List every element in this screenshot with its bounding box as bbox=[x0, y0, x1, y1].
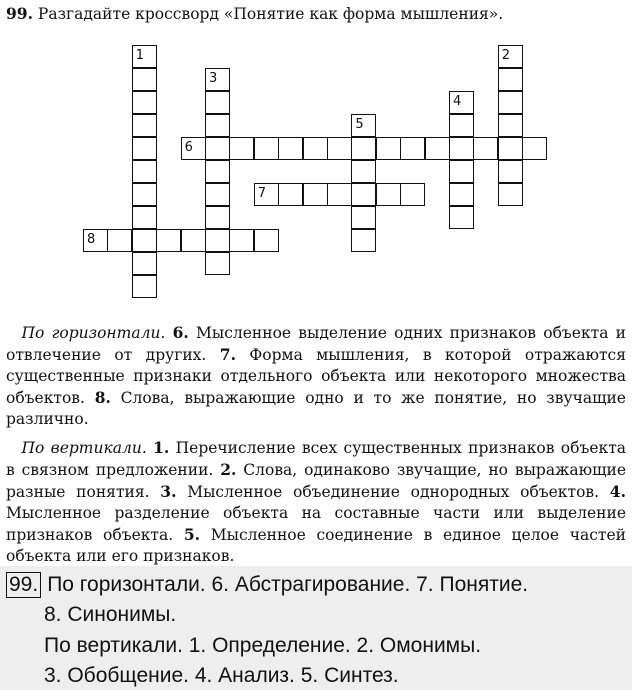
crossword-cell bbox=[132, 229, 157, 252]
crossword-cell bbox=[400, 183, 425, 206]
crossword-cell bbox=[107, 229, 132, 252]
crossword-cell bbox=[205, 252, 230, 275]
crossword-cell bbox=[449, 137, 474, 160]
crossword-cell bbox=[132, 160, 157, 183]
task-heading bbox=[6, 4, 503, 23]
clue-number-1: 1. bbox=[153, 438, 170, 457]
crossword-cell bbox=[229, 229, 254, 252]
task-number: 99. bbox=[6, 4, 33, 23]
clue-number-7: 7. bbox=[219, 345, 236, 364]
crossword-cell bbox=[351, 206, 376, 229]
crossword-cell bbox=[498, 114, 523, 137]
task-text: Разгадайте кроссворд «Понятие как форма мышления». bbox=[37, 5, 504, 23]
crossword-cell bbox=[181, 229, 206, 252]
clue-text-3: Мысленное объединение однородных объектов. bbox=[187, 483, 600, 501]
crossword-cell bbox=[205, 114, 230, 137]
crossword-cell bbox=[132, 206, 157, 229]
clue-number-2: 2. bbox=[220, 460, 237, 479]
crossword-cell bbox=[205, 137, 230, 160]
answers-block bbox=[0, 566, 632, 690]
crossword-cell bbox=[229, 137, 254, 160]
crossword-cell bbox=[132, 68, 157, 91]
clues-horizontal-heading: По горизонтали. bbox=[21, 324, 166, 342]
crossword-number-4: 4 bbox=[453, 94, 462, 109]
crossword-cell bbox=[303, 137, 328, 160]
clue-number-3: 3. bbox=[160, 482, 177, 501]
crossword-cell bbox=[425, 137, 450, 160]
clue-text-2: Слова, одинаково звучащие, но выражающие разные понятия. bbox=[6, 461, 626, 501]
clues-vertical bbox=[6, 437, 626, 567]
crossword-cell bbox=[449, 183, 474, 206]
clue-text-7: Форма мышления, в которой отражаются существенные признаки отдельного объекта или некоторого множества объектов. bbox=[6, 346, 626, 407]
crossword-cell bbox=[132, 275, 157, 298]
crossword-cell bbox=[278, 137, 303, 160]
clue-text-4: Мысленное разделение объекта на составные части или выделение признаков объекта. bbox=[6, 504, 626, 544]
crossword-number-6: 6 bbox=[184, 140, 193, 155]
answers-line-1-text: По горизонтали. 6. Абстрагирование. 7. Понятие. bbox=[47, 573, 529, 596]
crossword-cell bbox=[473, 137, 498, 160]
clues-vertical-heading: По вертикали. bbox=[21, 439, 147, 457]
clue-text-5: Мысленное соединение в единое целое частей объекта или его признаков. bbox=[6, 526, 626, 565]
answers-line-3: По вертикали. 1. Определение. 2. Омонимы. bbox=[44, 634, 482, 657]
clue-number-8: 8. bbox=[94, 388, 111, 407]
crossword-cell bbox=[254, 137, 279, 160]
answers-line-2: 8. Синонимы. bbox=[44, 603, 177, 626]
crossword-cell bbox=[400, 137, 425, 160]
clue-number-5: 5. bbox=[183, 525, 201, 544]
crossword-cell bbox=[132, 91, 157, 114]
crossword-cell bbox=[498, 137, 523, 160]
crossword-cell bbox=[376, 137, 401, 160]
crossword-number-3: 3 bbox=[209, 71, 218, 86]
crossword-cell bbox=[449, 160, 474, 183]
answers-line-1 bbox=[6, 572, 528, 598]
clue-text-8: Слова, выражающие одно и то же понятие, но звучащие различно. bbox=[6, 389, 626, 428]
crossword-cell bbox=[156, 229, 181, 252]
clues-horizontal bbox=[6, 322, 626, 430]
crossword-cell bbox=[254, 229, 279, 252]
crossword-cell bbox=[449, 206, 474, 229]
crossword-cell bbox=[205, 229, 230, 252]
clue-text-1: Перечисление всех существенных признаков объекта в связном предложении. bbox=[6, 439, 627, 479]
crossword-number-5: 5 bbox=[355, 117, 364, 132]
crossword-cell bbox=[522, 137, 547, 160]
crossword-cell bbox=[351, 229, 376, 252]
answers-line-4: 3. Обобщение. 4. Анализ. 5. Синтез. bbox=[44, 664, 399, 687]
crossword-cell bbox=[205, 206, 230, 229]
crossword-number-8: 8 bbox=[87, 232, 96, 247]
crossword-cell bbox=[498, 160, 523, 183]
crossword-cell bbox=[132, 114, 157, 137]
crossword-number-7: 7 bbox=[257, 186, 267, 201]
crossword-cell bbox=[351, 160, 376, 183]
crossword-cell bbox=[205, 91, 230, 114]
crossword-cell bbox=[132, 183, 157, 206]
clue-text-6: Мысленное выделение одних признаков объекта и отвлечение от других. bbox=[6, 324, 626, 364]
crossword-cell bbox=[351, 183, 376, 206]
clue-number-4: 4. bbox=[609, 482, 626, 501]
crossword-cell bbox=[205, 183, 230, 206]
answer-badge: 99. bbox=[6, 572, 41, 598]
crossword-cell bbox=[376, 183, 401, 206]
crossword-cell bbox=[327, 137, 352, 160]
crossword-cell bbox=[132, 252, 157, 275]
crossword-cell bbox=[278, 183, 303, 206]
clue-number-6: 6. bbox=[172, 323, 189, 342]
crossword-cell bbox=[498, 68, 523, 91]
crossword-cell bbox=[132, 137, 157, 160]
crossword-cell bbox=[449, 114, 474, 137]
crossword-cell bbox=[498, 91, 523, 114]
crossword-number-1: 1 bbox=[135, 48, 145, 63]
crossword-cell bbox=[351, 137, 376, 160]
crossword-number-2: 2 bbox=[501, 48, 511, 63]
crossword-cell bbox=[327, 183, 352, 206]
crossword-cell bbox=[498, 183, 523, 206]
crossword-cell bbox=[205, 160, 230, 183]
crossword-cell bbox=[303, 183, 328, 206]
